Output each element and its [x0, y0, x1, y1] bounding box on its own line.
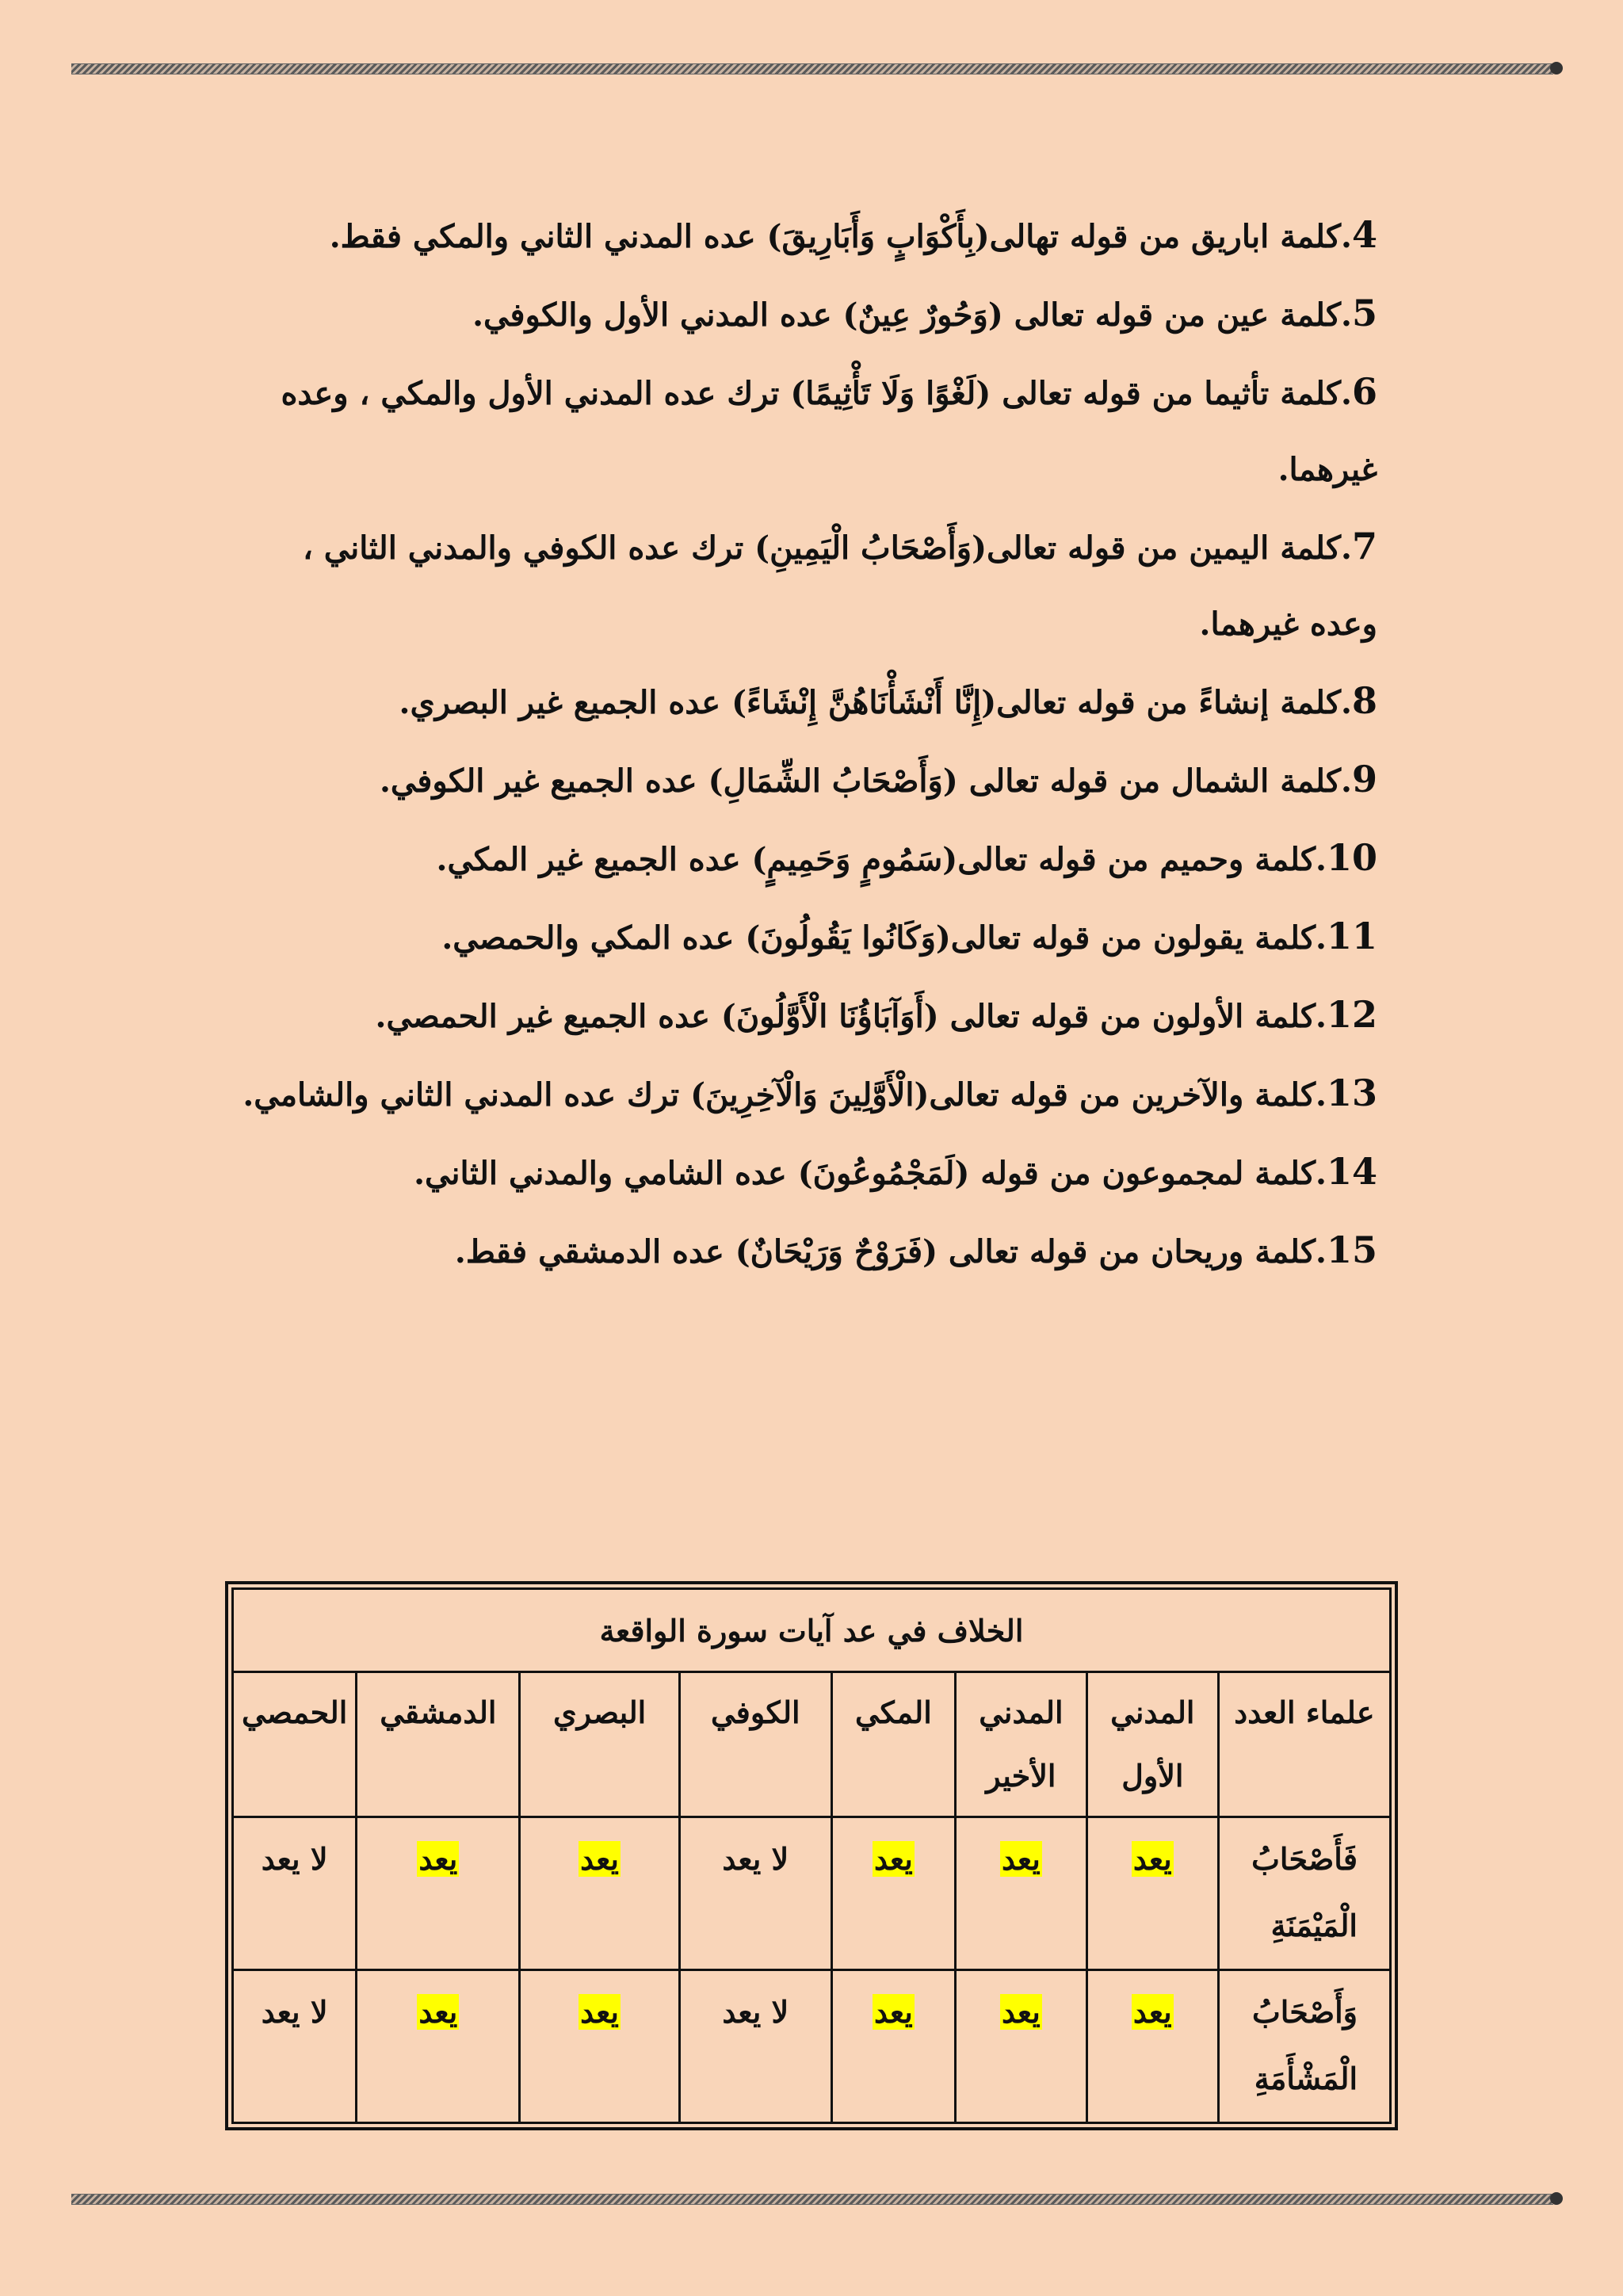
table-cell	[520, 1817, 679, 1970]
table-caption: الخلاف في عد آيات سورة الواقعة	[233, 1589, 1391, 1672]
item-number: 12	[1326, 993, 1377, 1036]
header-cell: الكوفي	[679, 1672, 831, 1817]
item-number: 7	[1351, 525, 1377, 567]
item-number: 14	[1326, 1150, 1377, 1193]
list-item	[236, 663, 1377, 741]
table-cell	[955, 1817, 1086, 1970]
table-cell	[831, 1817, 955, 1970]
table-cell	[679, 1817, 831, 1970]
notes-list	[236, 197, 1377, 1290]
item-text: .كلمة وحميم من قوله تعالى(سَمُومٍ وَحَمِيمٍ) عده الجميع غير المكي.	[436, 841, 1327, 878]
item-text: .كلمة اليمين من قوله تعالى(وَأَصْحَابُ الْيَمِينِ) ترك عده الكوفي والمدني الثاني ، وعده غيرهما.	[302, 529, 1377, 643]
table-cell	[233, 1817, 357, 1970]
item-text: .كلمة الأولون من قوله تعالى (أَوَآبَاؤُنَا الْأَوَّلُونَ) عده الجميع غير الحمصي.	[375, 998, 1327, 1035]
table-cell	[955, 1970, 1086, 2123]
header-cell: المدني الأخير	[955, 1672, 1086, 1817]
item-number: 15	[1326, 1228, 1377, 1271]
list-item	[236, 508, 1377, 663]
item-number: 5	[1351, 292, 1377, 334]
list-item	[236, 819, 1377, 898]
item-number: 4	[1351, 213, 1377, 256]
header-cell: المدني الأول	[1086, 1672, 1218, 1817]
item-number: 9	[1351, 758, 1377, 800]
item-text: .كلمة تأثيما من قوله تعالى (لَغْوًا وَلَا تَأْثِيمًا) ترك عده المدني الأول والمكي ، وعده غيرهما.	[281, 375, 1377, 488]
table-cell	[1086, 1970, 1218, 2123]
item-text: .كلمة عين من قوله تعالى (وَحُورٌ عِينٌ) عده المدني الأول والكوفي.	[472, 296, 1352, 334]
count-value-highlighted: يعد	[1001, 1841, 1041, 1877]
list-item	[236, 1133, 1377, 1212]
rule-end-dot	[1550, 62, 1563, 74]
table-cell	[1086, 1817, 1218, 1970]
count-value-highlighted: يعد	[873, 1994, 913, 2030]
item-number: 13	[1326, 1072, 1377, 1114]
list-item	[236, 1055, 1377, 1133]
header-cell: الحمصي	[233, 1672, 357, 1817]
count-value-highlighted: يعد	[1001, 1994, 1041, 2030]
table-cell	[233, 1970, 357, 2123]
table-cell	[357, 1970, 520, 2123]
count-value-highlighted: يعد	[580, 1841, 620, 1877]
list-item	[236, 353, 1377, 508]
item-text: .كلمة إنشاءً من قوله تعالى(إِنَّا أَنْشَأْنَاهُنَّ إِنْشَاءً) عده الجميع غير البصري.	[399, 684, 1352, 721]
table-header-row	[233, 1672, 1391, 1817]
count-value-highlighted: يعد	[418, 1994, 458, 2030]
count-value-highlighted: يعد	[873, 1841, 913, 1877]
header-cell: الدمشقي	[357, 1672, 520, 1817]
item-number: 11	[1326, 915, 1377, 957]
table-row	[233, 1970, 1391, 2123]
item-text: .كلمة الشمال من قوله تعالى (وَأَصْحَابُ الشِّمَالِ) عده الجميع غير الكوفي.	[379, 762, 1352, 800]
header-cell: البصري	[520, 1672, 679, 1817]
item-text: .كلمة والآخرين من قوله تعالى(الْأَوَّلِينَ وَالْآخِرِينَ) ترك عده المدني الثاني والشامي.	[242, 1076, 1327, 1114]
count-value-highlighted: يعد	[418, 1841, 458, 1877]
item-number: 8	[1351, 679, 1377, 722]
list-item	[236, 197, 1377, 275]
table-row	[233, 1817, 1391, 1970]
rule-end-dot	[1550, 2192, 1563, 2205]
header-cell: المكي	[831, 1672, 955, 1817]
count-value-highlighted: يعد	[1132, 1841, 1172, 1877]
table-cell	[679, 1970, 831, 2123]
item-number: 6	[1351, 370, 1377, 413]
bottom-decorative-rule	[71, 2194, 1553, 2205]
top-decorative-rule	[71, 63, 1553, 74]
count-value: لا يعد	[722, 1841, 789, 1877]
count-value-highlighted: يعد	[580, 1994, 620, 2030]
row-label: وَأَصْحَابُ الْمَشْأَمَةِ	[1218, 1970, 1390, 2123]
list-item	[236, 976, 1377, 1055]
item-text: .كلمة يقولون من قوله تعالى(وَكَانُوا يَقُولُونَ) عده المكي والحمصي.	[441, 919, 1327, 957]
row-label: فَأَصْحَابُ الْمَيْمَنَةِ	[1218, 1817, 1390, 1970]
list-item	[236, 275, 1377, 353]
list-item	[236, 741, 1377, 819]
item-text: .كلمة وريحان من قوله تعالى (فَرَوْحٌ وَرَيْحَانٌ) عده الدمشقي فقط.	[454, 1233, 1327, 1270]
header-cell: علماء العدد	[1218, 1672, 1390, 1817]
table-cell	[357, 1817, 520, 1970]
list-item	[236, 898, 1377, 976]
list-item	[236, 1212, 1377, 1290]
table-cell	[831, 1970, 955, 2123]
count-value: لا يعد	[261, 1994, 328, 2030]
item-text: .كلمة لمجموعون من قوله (لَمَجْمُوعُونَ) عده الشامي والمدني الثاني.	[414, 1155, 1327, 1192]
count-value-highlighted: يعد	[1132, 1994, 1172, 2030]
table	[231, 1587, 1392, 2124]
item-text: .كلمة اباريق من قوله تهالى(بِأَكْوَابٍ وَأَبَارِيقَ) عده المدني الثاني والمكي فقط.	[329, 218, 1352, 255]
count-value: لا يعد	[722, 1994, 789, 2030]
table-cell	[520, 1970, 679, 2123]
count-value: لا يعد	[261, 1841, 328, 1877]
verse-count-table	[225, 1581, 1398, 2130]
item-number: 10	[1326, 836, 1377, 879]
